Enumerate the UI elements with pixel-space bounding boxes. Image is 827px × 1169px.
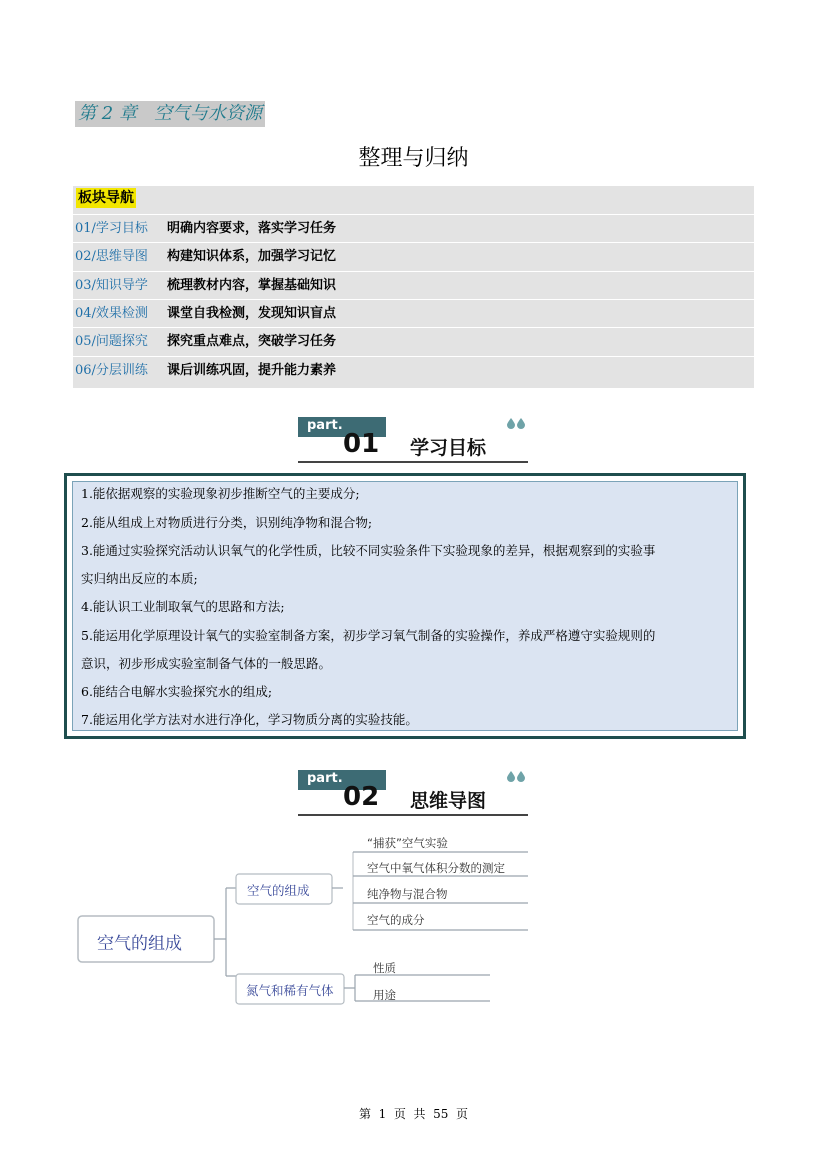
part-number: 02: [343, 782, 380, 812]
mind-map-leaf: 性质: [373, 961, 396, 975]
part-02-banner: [298, 770, 528, 818]
nav-item[interactable]: [73, 242, 754, 271]
objectives-panel: [72, 481, 738, 731]
mind-map-branch: 氮气和稀有气体: [246, 983, 334, 998]
part-tag: part.: [307, 418, 343, 433]
objective-line: 7.能运用化学方法对水进行净化，学习物质分离的实验技能。: [81, 712, 418, 727]
mind-map-leaf: 用途: [373, 988, 396, 1002]
nav-item[interactable]: [73, 327, 754, 356]
part-title: 学习目标: [410, 437, 487, 459]
nav-item-description: 明确内容要求，落实学习任务: [167, 221, 337, 236]
objective-line: 6.能结合电解水实验探究水的组成;: [81, 684, 273, 699]
part-title: 思维导图: [410, 790, 487, 812]
mind-map-leaf: 空气中氧气体积分数的测定: [367, 861, 505, 875]
nav-item[interactable]: [73, 271, 754, 300]
water-drops-icon: [506, 417, 528, 429]
nav-item-number: 04/效果检测: [75, 306, 148, 321]
part-number: 01: [343, 429, 380, 459]
mind-map: [70, 830, 530, 1010]
part-01-banner: [298, 417, 528, 465]
page-title: 整理与归纳: [358, 146, 469, 171]
page-footer: 第 1 页 共 55 页: [358, 1107, 469, 1121]
nav-item-description: 梳理教材内容，掌握基础知识: [167, 278, 337, 293]
objective-line: 5.能运用化学原理设计氧气的实验室制备方案，初步学习氧气制备的实验操作，养成严格遵守实验规则的: [81, 628, 656, 643]
objective-line: 实归纳出反应的本质;: [81, 571, 198, 586]
nav-item-description: 构建知识体系，加强学习记忆: [167, 249, 337, 264]
nav-item-number: 01/学习目标: [75, 221, 148, 236]
learning-objectives-box: [64, 473, 746, 739]
objective-line: 1.能依据观察的实验现象初步推断空气的主要成分;: [81, 486, 360, 501]
nav-item-description: 课后训练巩固，提升能力素养: [167, 363, 337, 378]
objective-line: 4.能认识工业制取氧气的思路和方法;: [81, 599, 285, 614]
mind-map-leaf: 纯净物与混合物: [367, 887, 448, 901]
mind-map-root: 空气的组成: [97, 934, 182, 954]
objective-line: 3.能通过实验探究活动认识氧气的化学性质，比较不同实验条件下实验现象的差异，根据观察到的实验事: [81, 543, 656, 558]
part-underline: [298, 461, 528, 463]
mind-map-branch: 空气的组成: [247, 883, 310, 898]
nav-item-description: 探究重点难点，突破学习任务: [167, 334, 337, 349]
water-drops-icon: [506, 770, 528, 782]
part-tag: part.: [307, 771, 343, 786]
nav-item-number: 02/思维导图: [75, 249, 148, 264]
objective-line: 意识，初步形成实验室制备气体的一般思路。: [81, 656, 332, 671]
nav-item-description: 课堂自我检测，发现知识盲点: [167, 306, 337, 321]
nav-item[interactable]: [73, 214, 754, 243]
nav-item-number: 03/知识导学: [75, 278, 148, 293]
nav-item-number: 05/问题探究: [75, 334, 148, 349]
navigation-heading: 板块导航: [78, 190, 134, 206]
nav-item[interactable]: [73, 299, 754, 328]
objective-line: 2.能从组成上对物质进行分类，识别纯净物和混合物;: [81, 515, 373, 530]
mind-map-leaf: “捕获”空气实验: [367, 836, 448, 850]
section-navigation: [73, 186, 754, 388]
nav-item[interactable]: [73, 356, 754, 385]
part-underline: [298, 814, 528, 816]
nav-item-number: 06/分层训练: [75, 363, 148, 378]
mind-map-leaf: 空气的成分: [367, 913, 425, 927]
chapter-heading: 第 2 章 空气与水资源: [75, 101, 265, 127]
